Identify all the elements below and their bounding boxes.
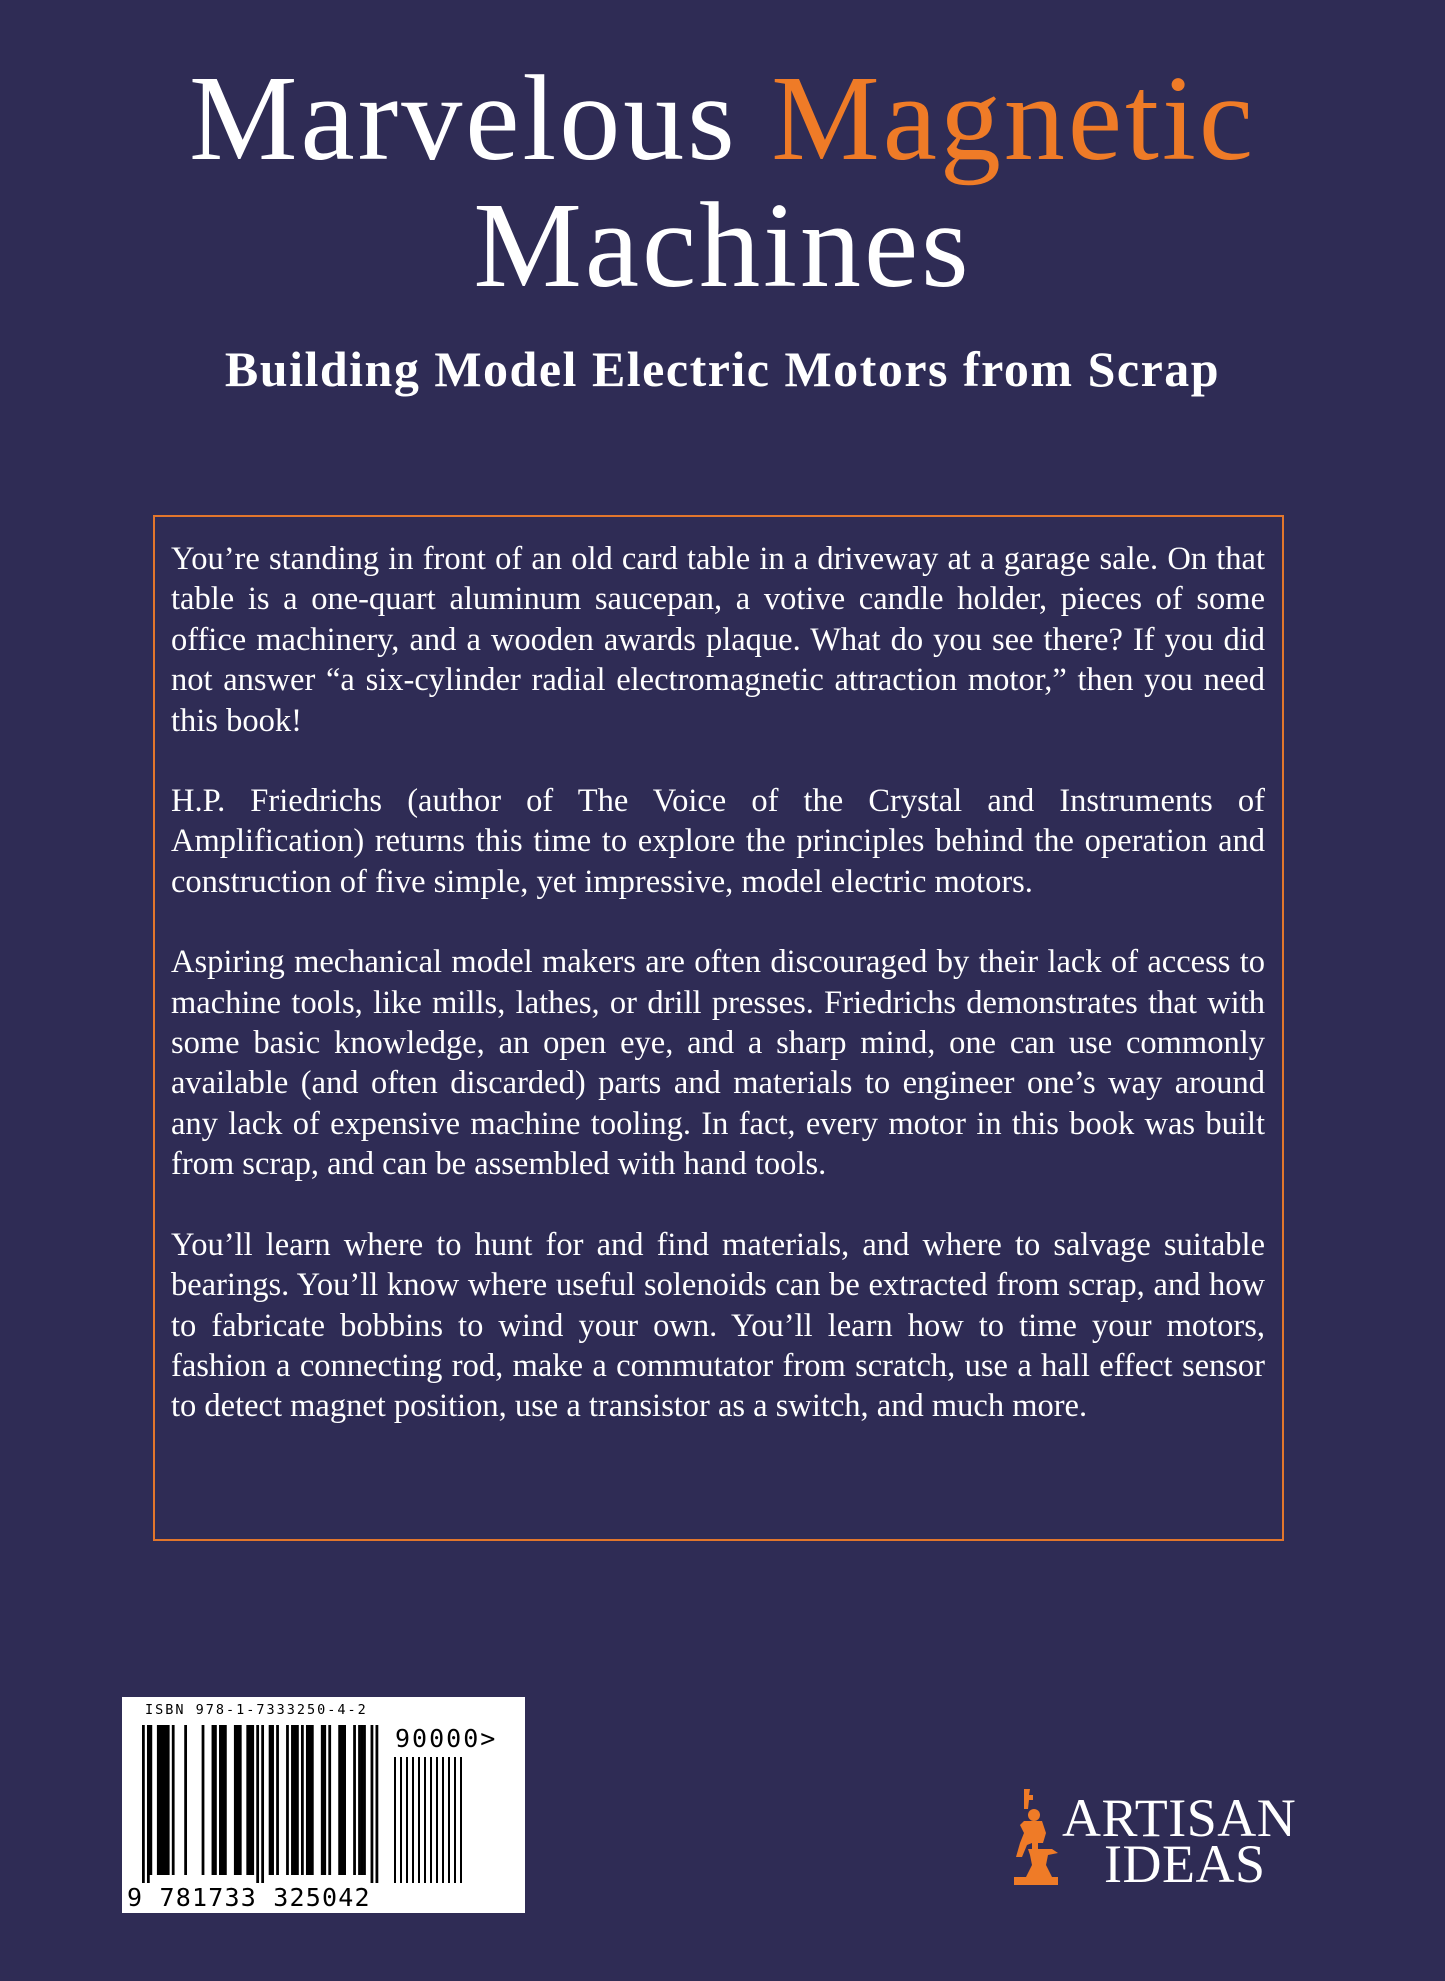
barcode-bar (308, 1725, 311, 1875)
price-code: 90000> (395, 1724, 498, 1753)
barcode-bar (291, 1725, 294, 1875)
barcode-bar (271, 1725, 274, 1875)
barcode-bar (149, 1725, 152, 1875)
barcode-bar (221, 1725, 224, 1875)
barcode-bar (147, 1725, 150, 1883)
title-word-magnetic: Magnetic (771, 51, 1256, 186)
addon-bar (418, 1757, 420, 1883)
description-paragraph-4: You’ll learn where to hunt for and find materials, and where to salvage suitable bearings. You’ll know where useful solenoids can be extracted from scrap, and how to fabricate bobbins to wind your own. You’ll learn how to time your motors, fashion a connecting rod, make a commutator from scratch, use a hall effect sensor to detect magnet position, use a transistor as a switch, and much more. (171, 1226, 1265, 1425)
addon-bar (412, 1757, 414, 1883)
description-paragraph-2: H.P. Friedrichs (author of The Voice of the Crystal and Instruments of Amplification) returns this time to explore the principles behind the operation and construction of five simple, yet impressive, model electric motors. (171, 783, 1265, 900)
description-paragraph-1: You’re standing in front of an old card table in a driveway at a garage sale. On that table is a one-quart aluminum saucepan, a votive candle holder, pieces of some office machinery, and a wooden awards plaque. What do you see there? If you did not answer “a six-cylinder radial electromagnetic attraction motor,” then you need this book! (171, 541, 1265, 739)
barcode-bar (361, 1725, 364, 1875)
addon-bar (400, 1757, 402, 1883)
barcode-bar (306, 1725, 309, 1875)
barcode-bar (338, 1725, 341, 1875)
barcode-bar (159, 1725, 162, 1875)
subtitle: Building Model Electric Motors from Scrap (224, 341, 1221, 397)
barcode-bar (167, 1725, 170, 1875)
publisher-logo (1002, 1787, 1322, 1894)
ean-barcode-bars (142, 1725, 382, 1883)
description-paragraph-3: Aspiring mechanical model makers are often discouraged by their lack of access to machine tools, like mills, lathes, or drill presses. Friedrichs demonstrates that with some basic knowledge, an open eye, and a sharp mind, one can use commonly available (and often discarded) parts and materials to engineer one’s way around any lack of expensive machine tooling. In fact, every motor in this book was built from scrap, and can be assembled with hand tools. (171, 944, 1265, 1183)
barcode-bar (142, 1725, 145, 1883)
title-word-marvelous: Marvelous (189, 51, 738, 186)
barcode-bar (219, 1725, 222, 1875)
barcode-bar (214, 1725, 217, 1875)
barcode-bar (224, 1725, 227, 1875)
addon-bar (454, 1757, 456, 1883)
barcode-bar (261, 1725, 264, 1883)
barcode-bar (162, 1725, 165, 1875)
barcode-bar (323, 1725, 326, 1875)
barcode-bar (363, 1725, 366, 1875)
isbn-label: ISBN 978-1-7333250-4-2 (145, 1702, 368, 1718)
publisher-name-line-1: ARTISAN (1062, 1788, 1297, 1848)
barcode-bar (239, 1725, 242, 1875)
barcode-bar (164, 1725, 167, 1875)
barcode-bar (269, 1725, 272, 1875)
barcode-bar (246, 1725, 249, 1875)
barcode-bar (294, 1725, 297, 1875)
barcode-bar (311, 1725, 314, 1875)
barcode-bar (286, 1725, 289, 1875)
barcode-bar (276, 1725, 279, 1875)
barcode-bar (358, 1725, 361, 1875)
addon-bar (460, 1757, 462, 1883)
addon-bar (394, 1757, 396, 1883)
addon-bar (406, 1757, 408, 1883)
isbn-barcode (122, 1697, 525, 1913)
barcode-bar (236, 1725, 239, 1875)
addon-barcode-bars (394, 1757, 509, 1883)
barcode-bar (353, 1725, 356, 1875)
barcode-bar (328, 1725, 331, 1875)
barcode-bar (212, 1725, 215, 1875)
addon-bar (430, 1757, 432, 1883)
barcode-bar (341, 1725, 344, 1875)
addon-bar (442, 1757, 444, 1883)
barcode-bar (256, 1725, 259, 1883)
blacksmith-anvil-icon (1002, 1787, 1062, 1887)
barcode-bar (234, 1725, 237, 1875)
addon-bar (436, 1757, 438, 1883)
barcode-bar (251, 1725, 254, 1875)
barcode-bar (157, 1725, 160, 1875)
barcode-bar (184, 1725, 187, 1875)
addon-bar (448, 1757, 450, 1883)
title-line-2: Machines (473, 178, 972, 313)
barcode-bar (301, 1725, 304, 1875)
title-line-1 (0, 51, 1445, 186)
barcode-bar (371, 1725, 374, 1883)
publisher-name-line-2: IDEAS (1104, 1834, 1266, 1894)
barcode-bar (376, 1725, 379, 1883)
barcode-bar (321, 1725, 324, 1875)
description-box (153, 515, 1284, 1541)
ean-digits: 9 781733 325042 (127, 1883, 371, 1912)
barcode-bar (343, 1725, 346, 1875)
addon-bar (424, 1757, 426, 1883)
barcode-bar (296, 1725, 299, 1875)
barcode-bar (202, 1725, 205, 1875)
barcode-bar (249, 1725, 252, 1875)
barcode-bar (172, 1725, 175, 1875)
